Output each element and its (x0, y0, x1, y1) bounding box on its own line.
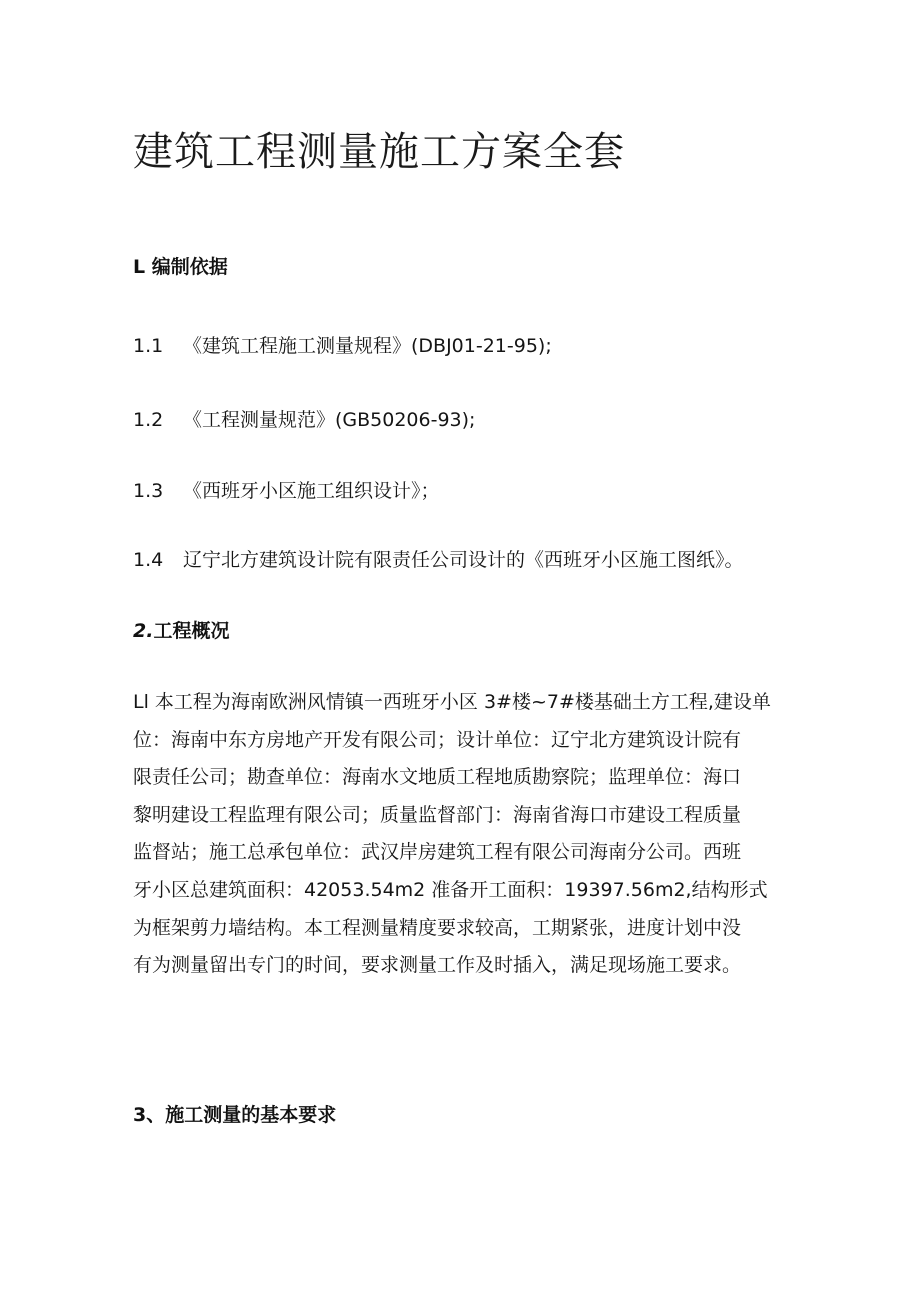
section-heading-basis: L 编制依据 (133, 256, 228, 278)
section-heading-text: 工程概况 (153, 620, 230, 642)
paragraph-line: 为框架剪力墙结构。本工程测量精度要求较高，工期紧张，进度计划中没 (133, 916, 742, 939)
reference-text: 辽宁北方建筑设计院有限责任公司设计的《西班牙小区施工图纸》。 (183, 549, 744, 571)
reference-text: 《西班牙小区施工组织设计》； (183, 480, 440, 502)
section-heading-overview (133, 616, 229, 646)
reference-number: 1.1 (133, 335, 164, 357)
paragraph-line: Ll 本工程为海南欧洲风情镇一西班牙小区 3#楼~7#楼基础土方工程,建设单 (133, 691, 771, 713)
reference-number: 1.3 (133, 480, 164, 502)
reference-text: 《工程测量规范》(GB50206-93); (183, 409, 476, 431)
paragraph-line: 限责任公司；勘查单位：海南水文地质工程地质勘察院；监理单位：海口 (133, 766, 742, 789)
project-overview-paragraph (133, 684, 793, 985)
paragraph-line: 黎明建设工程监理有限公司；质量监督部门：海南省海口市建设工程质量 (133, 803, 742, 826)
paragraph-line: 位：海南中东方房地产开发有限公司；设计单位：辽宁北方建筑设计院有 (133, 728, 742, 751)
paragraph-line: 牙小区总建筑面积：42053.54m2 准备开工面积：19397.56m2,结构形式 (133, 878, 768, 901)
section-number: 2. (133, 620, 154, 642)
reference-number: 1.4 (133, 549, 164, 571)
paragraph-line: 监督站；施工总承包单位：武汉岸房建筑工程有限公司海南分公司。西班 (133, 841, 742, 864)
reference-item (133, 331, 552, 361)
section-heading-requirements: 3、施工测量的基本要求 (133, 1104, 337, 1126)
paragraph-line: 有为测量留出专门的时间，要求测量工作及时插入，满足现场施工要求。 (133, 954, 742, 977)
reference-text: 《建筑工程施工测量规程》(DBJ01-21-95); (183, 335, 552, 357)
reference-number: 1.2 (133, 409, 164, 431)
document-title: 建筑工程测量施工方案全套 (133, 129, 625, 175)
reference-item (133, 476, 440, 506)
reference-item (133, 405, 475, 435)
reference-item (133, 545, 744, 575)
